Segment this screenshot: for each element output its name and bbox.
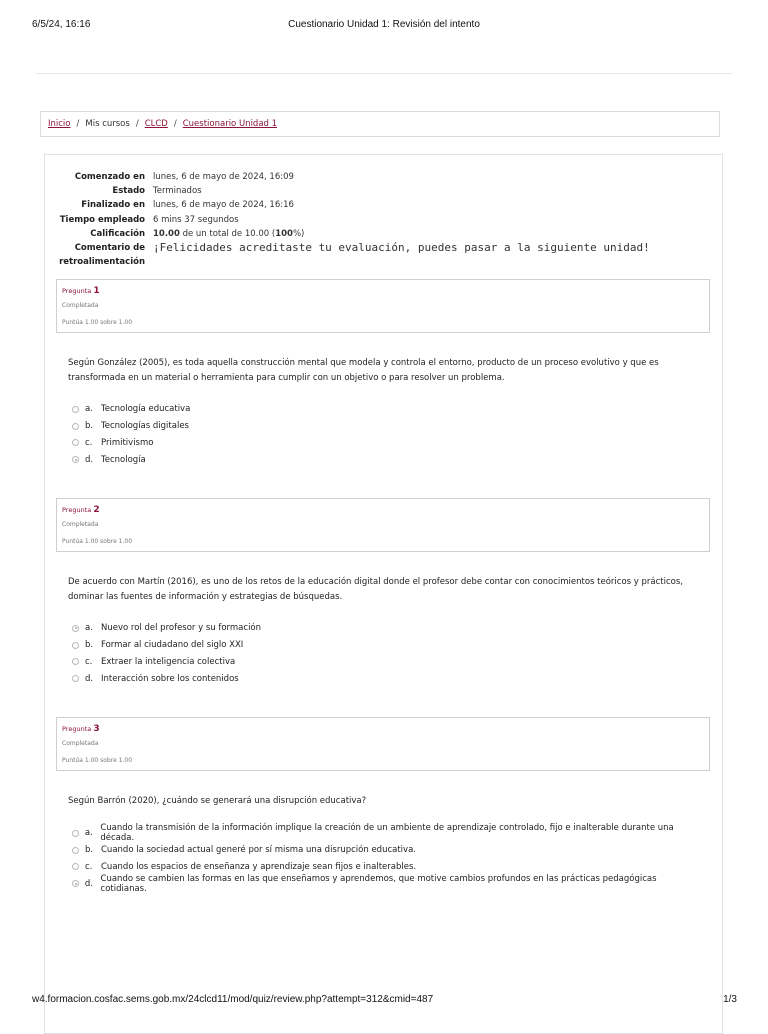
answer-option[interactable] — [72, 451, 692, 468]
print-url: w4.formacion.cosfac.sems.gob.mx/24clcd11/mod/quiz/review.php?attempt=312&cmid=487 — [32, 994, 434, 1005]
breadcrumb-my-courses: Mis cursos — [85, 119, 130, 129]
answer-option[interactable] — [72, 875, 692, 892]
question-label: Pregunta — [62, 506, 92, 514]
answer-option[interactable] — [72, 401, 692, 418]
summary-value — [153, 227, 304, 241]
question-number — [62, 505, 100, 515]
answer-radio[interactable] — [72, 675, 79, 682]
question-label: Pregunta — [62, 287, 92, 295]
answer-text: Tecnología educativa — [101, 404, 191, 415]
summary-label: Estado — [112, 186, 145, 197]
summary-row-started — [45, 170, 705, 184]
breadcrumb-separator: / — [135, 119, 139, 129]
summary-label — [45, 241, 153, 269]
answer-text: Formar al ciudadano del siglo XXI — [101, 640, 244, 651]
summary-row-state — [45, 184, 705, 198]
question-grade: Puntúa 1.00 sobre 1.00 — [62, 319, 133, 326]
question-grade: Puntúa 1.00 sobre 1.00 — [62, 757, 133, 764]
answer-letter: a. — [85, 404, 93, 415]
summary-label: Calificación — [90, 228, 145, 239]
answer-text: Cuando la sociedad actual generé por sí misma una disrupción educativa. — [101, 845, 416, 856]
answer-letter: c. — [85, 861, 93, 872]
summary-row-finished — [45, 198, 705, 212]
answer-option[interactable] — [72, 654, 692, 671]
answer-option[interactable] — [72, 670, 692, 687]
answer-radio[interactable] — [72, 423, 79, 430]
header-divider — [36, 73, 732, 74]
breadcrumb-separator: / — [173, 119, 177, 129]
grade-total: de un total de 10.00 ( — [182, 228, 276, 239]
attempt-summary — [45, 170, 705, 269]
answer-radio[interactable] — [72, 625, 79, 632]
answer-list — [72, 620, 692, 687]
breadcrumb-quiz-link[interactable]: Cuestionario Unidad 1 — [182, 119, 278, 129]
question-state: Completada — [62, 521, 99, 528]
grade-value: 10.00 — [153, 228, 180, 239]
answer-option[interactable] — [72, 435, 692, 452]
answer-letter: b. — [85, 640, 94, 651]
summary-value: lunes, 6 de mayo de 2024, 16:16 — [153, 200, 294, 211]
answer-text: Tecnología — [101, 454, 146, 465]
answer-option[interactable] — [72, 620, 692, 637]
summary-label: Finalizado en — [81, 200, 145, 211]
print-date: 6/5/24, 16:16 — [32, 19, 91, 30]
answer-text: Tecnologías digitales — [101, 421, 189, 432]
question-number — [62, 724, 100, 734]
print-title: Cuestionario Unidad 1: Revisión del intento — [288, 19, 480, 30]
answer-radio[interactable] — [72, 658, 79, 665]
answer-option[interactable] — [72, 825, 692, 842]
grade-percent: 100 — [275, 228, 293, 239]
summary-value: 6 mins 37 segundos — [153, 214, 239, 225]
question-grade: Puntúa 1.00 sobre 1.00 — [62, 538, 133, 545]
answer-radio[interactable] — [72, 642, 79, 649]
answer-list — [72, 401, 692, 468]
print-page-number: 1/3 — [723, 994, 737, 1005]
answer-text: Primitivismo — [101, 437, 154, 448]
grade-percent-sign: %) — [292, 228, 305, 239]
question-label: Pregunta — [62, 725, 92, 733]
answer-letter: c. — [85, 437, 93, 448]
question-text: De acuerdo con Martín (2016), es uno de los retos de la educación digital donde el profesor debe contar con conocimientos teóricos y prácticos, dominar las fuentes de información y estrategias de búsquedas. — [68, 577, 683, 602]
summary-label: Tiempo empleado — [59, 214, 145, 225]
question-number-value: 1 — [93, 286, 100, 296]
feedback-label-line2: retroalimentación — [59, 257, 145, 268]
answer-letter: a. — [85, 623, 93, 634]
answer-letter: a. — [84, 828, 93, 839]
answer-letter: d. — [85, 454, 94, 465]
answer-radio[interactable] — [72, 863, 79, 870]
feedback-label-line1: Comentario de — [74, 243, 145, 254]
summary-row-feedback — [45, 241, 705, 269]
breadcrumb-home-link[interactable]: Inicio — [48, 119, 71, 129]
answer-radio[interactable] — [72, 880, 79, 887]
question-info-box — [56, 717, 710, 771]
answer-text: Interacción sobre los contenidos — [101, 673, 239, 684]
summary-row-grade — [45, 227, 705, 241]
answer-text: Cuando se cambien las formas en las que enseñamos y aprendemos, que motive cambios profundos en las prácticas pedagógicas cotidianas. — [100, 873, 657, 894]
answer-letter: d. — [84, 878, 93, 889]
question-number-value: 2 — [93, 505, 100, 515]
breadcrumb — [40, 111, 720, 137]
answer-letter: b. — [85, 845, 94, 856]
answer-radio[interactable] — [72, 439, 79, 446]
question-info-box — [56, 279, 710, 333]
answer-text: Nuevo rol del profesor y su formación — [101, 623, 262, 634]
answer-radio[interactable] — [72, 847, 79, 854]
answer-list — [72, 825, 692, 892]
question-info-box — [56, 498, 710, 552]
answer-letter: b. — [85, 421, 94, 432]
answer-option[interactable] — [72, 418, 692, 435]
answer-radio[interactable] — [72, 406, 79, 413]
question-state: Completada — [62, 740, 99, 747]
answer-radio[interactable] — [72, 456, 79, 463]
summary-value: lunes, 6 de mayo de 2024, 16:09 — [153, 172, 294, 182]
answer-radio[interactable] — [72, 830, 79, 837]
answer-text: Cuando la transmisión de la información implique la creación de un ambiente de aprendizaje controlado, fijo e inalterable durante una década. — [100, 823, 674, 844]
answer-option[interactable] — [72, 637, 692, 654]
question-state: Completada — [62, 302, 99, 309]
question-text: Según Barrón (2020), ¿cuándo se generará una disrupción educativa? — [68, 796, 367, 806]
feedback-text: ¡Felicidades acreditaste tu evaluación, puedes pasar a la siguiente unidad! — [153, 241, 650, 255]
breadcrumb-course-link[interactable]: CLCD — [144, 119, 168, 129]
answer-letter: d. — [85, 673, 94, 684]
summary-label: Comenzado en — [74, 172, 145, 182]
answer-letter: c. — [85, 656, 93, 667]
answer-text: Cuando los espacios de enseñanza y aprendizaje sean fijos e inalterables. — [101, 861, 417, 872]
breadcrumb-separator: / — [76, 119, 80, 129]
question-number-value: 3 — [93, 724, 100, 734]
summary-value: Terminados — [153, 186, 202, 197]
answer-option[interactable] — [72, 842, 692, 859]
summary-row-time — [45, 213, 705, 227]
question-text: Según González (2005), es toda aquella construcción mental que modela y controla el entorno, producto de un proceso evolutivo y que es transformada en un material o herramienta para cumplir con un objetivo o para resolver un problema. — [68, 358, 659, 383]
answer-text: Extraer la inteligencia colectiva — [101, 656, 236, 667]
question-number — [62, 286, 100, 296]
